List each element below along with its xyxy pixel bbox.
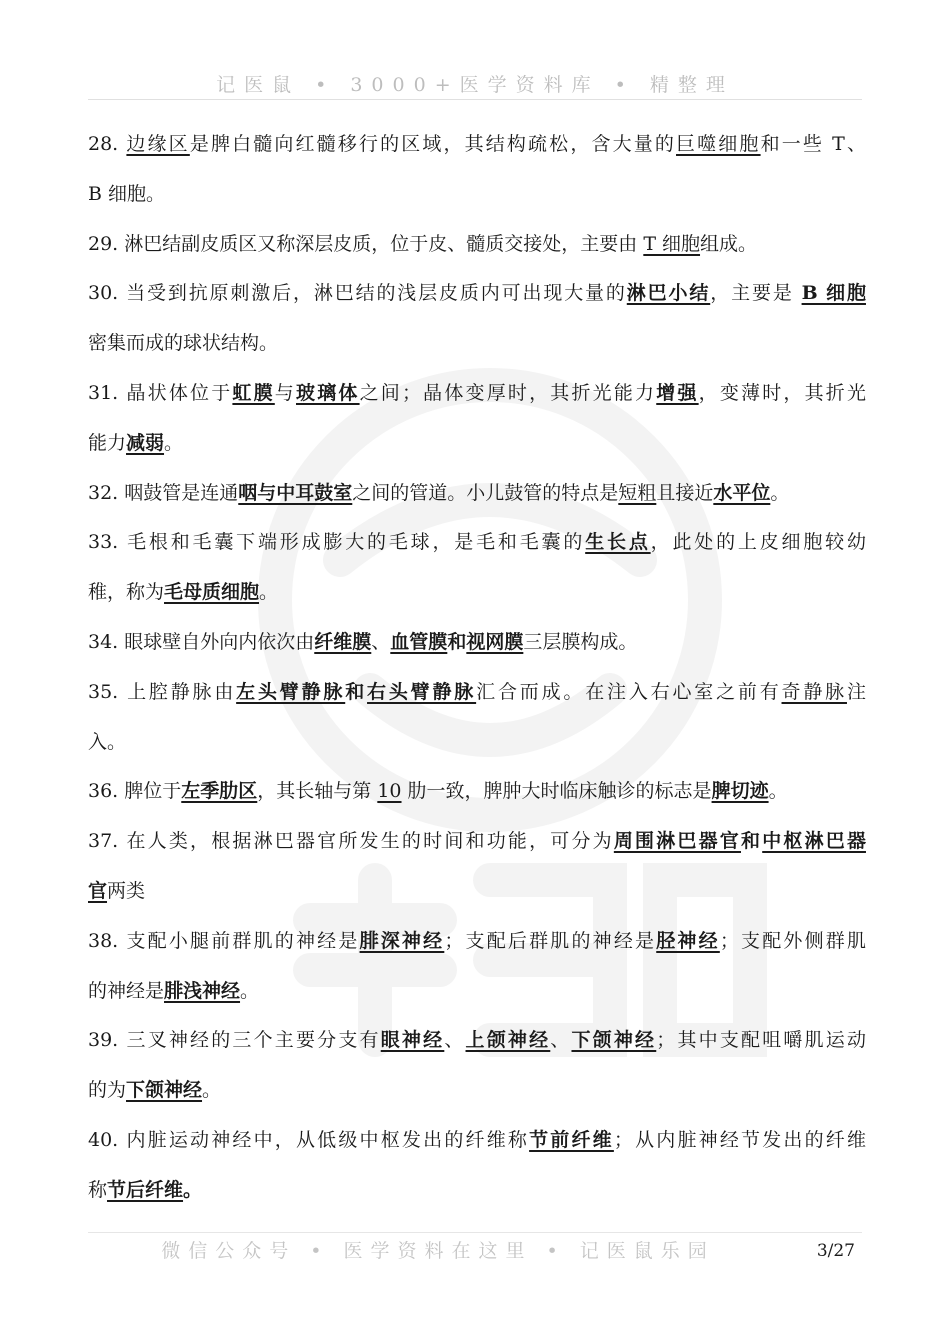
- answer-blank: 腓浅神经: [164, 979, 241, 1002]
- answer-blank: 生长点: [585, 531, 651, 554]
- text-segment: 之间；晶体变厚时，其折光能力: [359, 381, 657, 404]
- text-segment: 31. 晶状体位于: [88, 381, 233, 404]
- page-number: 3/27: [816, 1241, 855, 1261]
- text-line: [88, 618, 866, 668]
- answer-blank: 增强: [656, 381, 699, 404]
- answer-blank: 下颌神经: [571, 1029, 657, 1052]
- text-segment: 32. 咽鼓管是连通: [88, 481, 239, 504]
- text-segment: 30. 当受到抗原刺激后，淋巴结的浅层皮质内可出现大量的: [88, 282, 627, 305]
- text-segment: 能力: [88, 431, 127, 454]
- answer-blank: 毛母质细胞: [164, 581, 260, 604]
- text-segment: 的为: [88, 1079, 127, 1102]
- text-segment: 29. 淋巴结副皮质区又称深层皮质，位于皮、髓质交接处，主要由: [88, 232, 644, 255]
- text-segment: 33. 毛根和毛囊下端形成膨大的毛球，是毛和毛囊的: [88, 531, 586, 554]
- answer-blank: 官: [88, 879, 108, 902]
- text-segment: ，此处的上皮细胞较幼: [650, 531, 866, 554]
- text-segment: 是脾白髓向红髓移行的区域，其结构疏松，含大量的: [189, 133, 677, 155]
- text-segment: 和: [447, 630, 467, 653]
- answer-blank: 上颌神经: [465, 1029, 551, 1052]
- answer-blank: 左季肋区: [181, 780, 258, 803]
- text-line: [88, 170, 866, 220]
- page-header: 记医鼠 • 3000+医学资料库 • 精整理: [216, 74, 734, 96]
- answer-blank: 下颌神经: [126, 1079, 203, 1102]
- text-segment: 。: [259, 581, 279, 604]
- text-segment: 注: [846, 680, 866, 703]
- text-segment: ；支配后群肌的神经是: [444, 929, 657, 952]
- text-segment: ，变薄时，其折光: [698, 381, 866, 404]
- text-line: [88, 1066, 866, 1116]
- answer-blank: 脾切迹: [711, 780, 769, 803]
- text-segment: 肋一致，脾肿大时临床触诊的标志是: [401, 780, 712, 803]
- answer-blank: 水平位: [713, 481, 771, 504]
- text-segment: 汇合而成。在注入右心室之前有: [476, 680, 782, 703]
- text-segment: 的神经是: [88, 979, 165, 1002]
- text-line: [88, 718, 866, 768]
- text-line: [88, 1116, 866, 1166]
- text-segment: 36. 脾位于: [88, 780, 182, 803]
- text-segment: 40. 内脏运动神经中，从低级中枢发出的纤维称: [88, 1128, 530, 1151]
- text-segment: ，主要是: [710, 282, 802, 305]
- answer-blank: B 细胞: [801, 282, 866, 305]
- text-segment: 37. 在人类，根据淋巴器官所发生的时间和功能，可分为: [88, 830, 614, 853]
- text-line: [88, 518, 866, 568]
- answer-blank: 边缘区: [126, 133, 190, 155]
- answer-blank: 短粗: [618, 481, 657, 504]
- answer-blank: 10: [377, 780, 402, 803]
- text-line: [88, 568, 866, 618]
- text-line: [88, 120, 866, 170]
- text-line: [88, 419, 866, 469]
- document-body: [88, 120, 866, 1216]
- answer-blank: 视网膜: [466, 630, 524, 653]
- answer-blank: 玻璃体: [296, 381, 360, 404]
- answer-blank: 淋巴小结: [626, 282, 711, 305]
- answer-blank: 腓深神经: [359, 929, 445, 952]
- text-line: [88, 917, 866, 967]
- text-segment: 与: [274, 381, 296, 404]
- text-line: [88, 867, 866, 917]
- text-segment: ；其中支配咀嚼肌运动: [656, 1029, 866, 1052]
- text-line: [88, 469, 866, 519]
- answer-blank: 纤维膜: [314, 630, 372, 653]
- text-line: [88, 817, 866, 867]
- text-line: [88, 220, 866, 270]
- text-segment: 38. 支配小腿前群肌的神经是: [88, 929, 360, 952]
- text-line: [88, 319, 866, 369]
- text-segment: 39. 三叉神经的三个主要分支有: [88, 1029, 381, 1052]
- answer-blank: 虹膜: [232, 381, 275, 404]
- answer-blank: 节前纤维: [529, 1128, 614, 1151]
- text-line: [88, 767, 866, 817]
- text-segment: 。: [768, 780, 788, 803]
- answer-blank: 胫神经: [656, 929, 720, 952]
- text-segment: 、: [550, 1029, 572, 1052]
- text-segment: 稚，称为: [88, 581, 165, 604]
- text-line: [88, 369, 866, 419]
- text-segment: 。: [770, 481, 790, 504]
- text-segment: ，其长轴与第: [257, 780, 378, 803]
- text-segment: 。: [183, 1178, 203, 1201]
- text-segment: 且接近: [656, 481, 714, 504]
- answer-blank: 巨噬细胞: [676, 133, 761, 155]
- page-footer: 微信公众号 • 医学资料在这里 • 记医鼠乐园: [161, 1240, 715, 1262]
- text-line: [88, 269, 866, 319]
- answer-blank: 周围淋巴器官: [613, 830, 741, 853]
- footer-divider: [88, 1232, 862, 1233]
- answer-blank: 左头臂静脉: [236, 680, 346, 703]
- answer-blank: T 细胞: [643, 232, 701, 255]
- text-line: [88, 1166, 866, 1216]
- text-line: [88, 1016, 866, 1066]
- answer-blank: 咽与中耳鼓室: [238, 481, 353, 504]
- text-segment: ；支配外侧群肌: [719, 929, 866, 952]
- text-segment: 和: [741, 830, 763, 853]
- text-segment: 。: [202, 1079, 222, 1102]
- answer-blank: 眼神经: [380, 1029, 445, 1052]
- text-segment: 35. 上腔静脉由: [88, 680, 237, 703]
- text-line: [88, 967, 866, 1017]
- text-segment: 34. 眼球壁自外向内依次由: [88, 630, 315, 653]
- text-segment: 密集而成的球状结构。: [88, 332, 279, 355]
- answer-blank: 减弱: [126, 431, 165, 454]
- text-segment: ；从内脏神经节发出的纤维: [613, 1128, 866, 1151]
- text-segment: 称: [88, 1178, 108, 1201]
- text-segment: 。: [240, 979, 260, 1002]
- text-segment: 之间的管道。小儿鼓管的特点是: [352, 481, 619, 504]
- text-segment: 、: [444, 1029, 466, 1052]
- answer-blank: 右头臂静脉: [367, 680, 477, 703]
- text-segment: 两类: [107, 879, 146, 902]
- text-segment: 、: [371, 630, 391, 653]
- text-segment: 和一些 T、: [760, 133, 866, 155]
- answer-blank: 血管膜: [390, 630, 448, 653]
- text-segment: 28.: [88, 133, 127, 155]
- answer-blank: 节后纤维: [107, 1178, 184, 1201]
- answer-blank: 中枢淋巴器: [762, 830, 866, 853]
- text-line: [88, 668, 866, 718]
- text-segment: 三层膜构成。: [523, 630, 638, 653]
- answer-blank: 奇静脉: [781, 680, 847, 703]
- text-segment: 入。: [88, 730, 127, 753]
- text-segment: 和: [345, 680, 368, 703]
- text-segment: B 细胞。: [88, 182, 166, 205]
- text-segment: 。: [164, 431, 184, 454]
- header-divider: [88, 99, 862, 100]
- text-segment: 组成。: [700, 232, 758, 255]
